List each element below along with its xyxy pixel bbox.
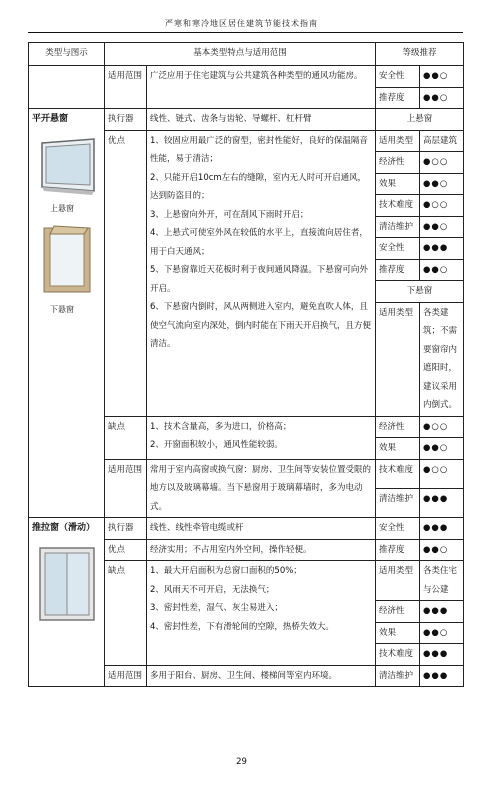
rating-value: ●●○ [420,259,464,281]
row-label: 适用范围 [105,459,147,518]
figure-label-top: 上悬窗 [50,203,74,213]
row-label: 适用范围 [105,66,147,109]
disadvantage-line: 3、密封性差，湿气、灰尘易进入； [150,603,283,613]
row-text-advantages [147,130,376,416]
row-text-disadvantages [147,416,376,459]
rating-value: ●●○ [420,66,464,88]
rating-name: 技术难度 [376,644,420,666]
row-label: 执行器 [105,518,147,540]
rating-value: ●●○ [420,438,464,460]
scope-label: 适用类型 [376,561,420,601]
row-text: 线性、线性牵管电缆或杆 [147,518,376,540]
header-rule [28,32,463,33]
rating-value: ●●○ [420,173,464,195]
rating-name: 推荐度 [376,87,420,109]
rating-value: ●●○ [420,539,464,561]
advantage-line: 6、下悬窗内倒时，风从两侧进入室内，避免直吹人体，且使空气流向室内深处，倒内时能在下雨天开启换气，且方便清洁。 [150,302,372,349]
advantage-line: 1、铰固应用最广泛的窗型，密封性能好，良好的保温隔音性能，易于清洁； [150,135,368,164]
type-name: 推拉窗（滑动） [32,523,96,533]
rating-name: 效果 [376,173,420,195]
row-label: 适用范围 [105,665,147,687]
scope-value: 各类住宅与公建 [420,561,464,601]
row-text: 线性、链式、齿条与齿轮、导螺杆、杠杆臂 [147,109,376,131]
rating-value: ●●● [420,238,464,260]
row-text: 多用于阳台、厨房、卫生间、楼梯间等室内环境。 [147,665,376,687]
scope-value: 高层建筑 [420,130,464,152]
figure-label-bottom: 下悬窗 [50,305,74,314]
scope-label: 适用类型 [376,130,420,152]
rating-name: 技术难度 [376,195,420,217]
rating-name: 安全性 [376,518,420,540]
page-header: 严寒和寒冷地区居住建筑节能技术指南 [165,19,318,28]
row-label: 优点 [105,130,147,416]
row-label: 优点 [105,539,147,561]
advantage-line: 4、上悬式可使室外风在较低的水平上，直接流向居住者，用于白天通风； [150,228,368,257]
disadvantage-line: 1、技术含量高，多为进口，价格高； [150,421,292,432]
col-header-type: 类型与图示 [29,43,105,66]
lower-title: 下悬窗 [376,281,464,303]
advantage-line: 2、只能开启10cm左右的缝隙，室内无人时可开启通风，达到防盗目的； [150,172,367,201]
rating-value: ●●● [420,644,464,666]
col-header-rating: 等级推荐 [376,43,464,66]
rating-value: ●●● [420,488,464,517]
row-text: 经济实用；不占用室内外空间，操作轻便。 [147,539,376,561]
disadvantage-line: 1、最大开启面积为总窗口面积的50%； [150,566,302,576]
rating-name: 清洁维护 [376,488,420,517]
rating-value: ●○○ [420,416,464,438]
page-number: 29 [236,757,247,767]
disadvantage-line: 4、密封性差，下有滑轮间的空隙，热桥失效大。 [150,621,334,632]
type-cell-blank [29,66,105,109]
rating-name: 技术难度 [376,459,420,488]
rating-value: ●○○ [420,152,464,174]
col-header-features: 基本类型特点与适用范围 [105,43,376,66]
disadvantage-line: 2、风雨天不可开启，无法换气； [150,584,275,595]
scope-value: 各类建筑；不需要窗帘内遮阳时，建议采用内倒式。 [420,302,464,416]
row-label: 执行器 [105,109,147,131]
rating-value: ●●○ [420,87,464,109]
row-text: 广泛应用于住宅建筑与公共建筑各种类型的通风功能房。 [147,66,376,109]
rating-name: 经济性 [376,152,420,174]
upper-title: 上悬窗 [376,109,464,131]
rating-name: 推荐度 [376,259,420,281]
rating-value: ●○○ [420,459,464,488]
type-name: 平开悬窗 [32,114,69,124]
rating-name: 清洁维护 [376,216,420,238]
rating-value: ●○○ [420,195,464,217]
disadvantage-line: 2、开窗面积较小，通风性能较弱。 [150,440,283,450]
rating-name: 效果 [376,622,420,644]
advantage-line: 3、上悬窗向外开，可在刮风下雨时开启； [150,209,309,220]
type-cell-top-hung [29,109,105,518]
row-text-disadvantages [147,561,376,666]
advantage-line: 5、下悬窗靠近天花板时利于夜间通风降温。下悬窗可向外开启。 [150,265,368,294]
row-label: 缺点 [105,561,147,666]
rating-name: 安全性 [376,66,420,88]
window-type-table [28,42,464,687]
rating-name: 安全性 [376,238,420,260]
scope-label: 适用类型 [376,302,420,416]
rating-value: ●●● [420,518,464,540]
rating-value: ●●● [420,665,464,687]
rating-name: 经济性 [376,601,420,623]
row-text: 常用于室内高窗或换气窗：厨房、卫生间等安装位置受限的地方以及玻璃幕墙。当下悬窗用于玻璃幕墙时，多为电动式。 [147,459,376,518]
type-cell-sliding [29,518,105,687]
rating-name: 经济性 [376,416,420,438]
top-hung-window-icon [36,135,100,197]
rating-name: 清洁维护 [376,665,420,687]
rating-name: 效果 [376,438,420,460]
rating-value: ●●○ [420,622,464,644]
rating-value: ●●● [420,601,464,623]
sliding-window-icon [36,544,98,624]
rating-name: 推荐度 [376,539,420,561]
bottom-hung-window-icon [36,222,100,298]
row-label: 缺点 [105,416,147,459]
rating-value: ●●○ [420,216,464,238]
